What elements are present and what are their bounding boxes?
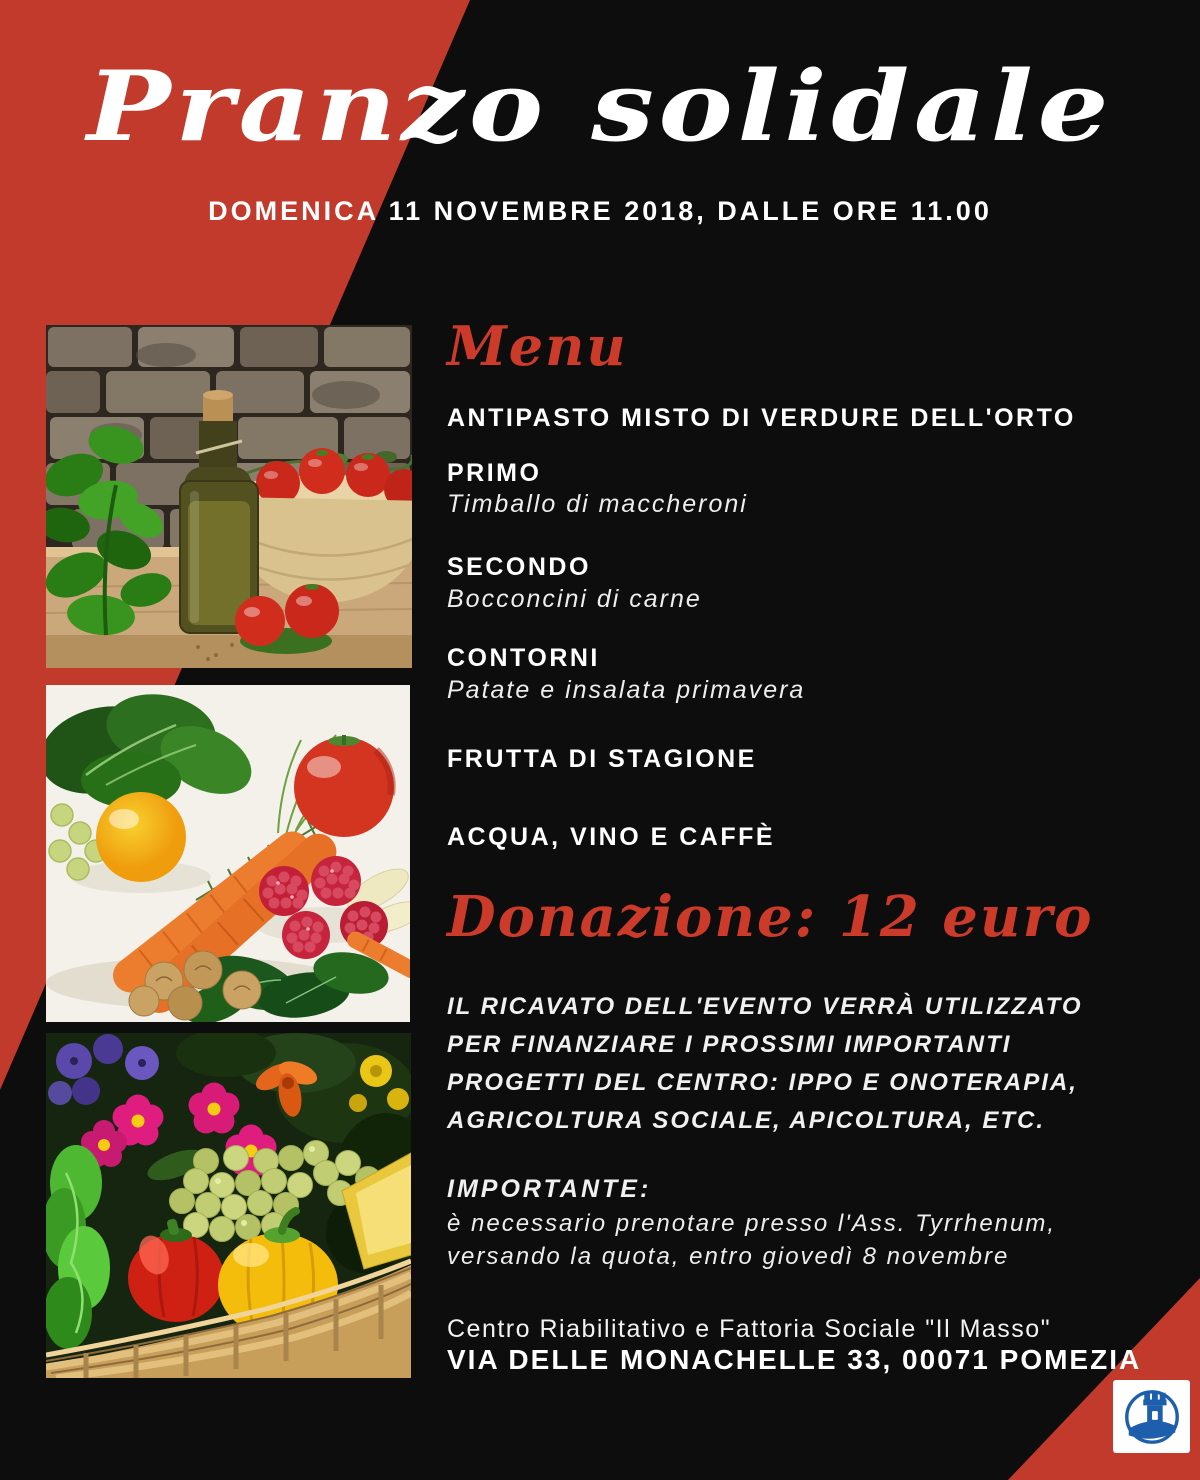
photo-flowers-grapes-peppers-basket: [46, 1033, 411, 1378]
course-dish-contorni: Patate e insalata primavera: [447, 676, 806, 704]
photo-carrots-raspberries-produce: [46, 685, 410, 1022]
important-label: IMPORTANTE:: [447, 1175, 652, 1203]
menu-heading: Menu: [447, 314, 628, 378]
course-dish-secondo: Bocconcini di carne: [447, 585, 702, 613]
course-label-contorni: CONTORNI: [447, 644, 600, 672]
olive-oil-photo-illustration: [46, 325, 412, 668]
donation-line: PROGETTI DEL CENTRO: IPPO E ONOTERAPIA,: [447, 1069, 1078, 1096]
menu-extra-bevande: ACQUA, VINO E CAFFÈ: [447, 823, 776, 851]
donation-line: AGRICOLTURA SOCIALE, APICOLTURA, ETC.: [447, 1107, 1045, 1134]
photo-olive-oil-basil-tomatoes: [46, 325, 412, 668]
event-datetime: DOMENICA 11 NOVEMBRE 2018, DALLE ORE 11.00: [208, 196, 992, 226]
menu-antipasto: ANTIPASTO MISTO DI VERDURE DELL'ORTO: [447, 404, 1076, 432]
venue-name: Centro Riabilitativo e Fattoria Sociale "Il Masso": [447, 1315, 1052, 1343]
fresh-produce-photo-illustration: [46, 685, 410, 1022]
donation-line: IL RICAVATO DELL'EVENTO VERRÀ UTILIZZATO: [447, 993, 1083, 1020]
course-dish-primo: Timballo di maccheroni: [447, 490, 748, 518]
donation-heading: Donazione: 12 euro: [447, 884, 1094, 950]
important-line: versando la quota, entro giovedì 8 novembre: [447, 1243, 1010, 1270]
important-line: è necessario prenotare presso l'Ass. Tyrrhenum,: [447, 1210, 1057, 1237]
castle-tower-icon: [1118, 1385, 1186, 1449]
menu-extra-frutta: FRUTTA DI STAGIONE: [447, 745, 757, 773]
event-title: Pranzo solidale: [86, 50, 1114, 163]
donation-description: [447, 988, 1083, 1140]
harvest-basket-photo-illustration: [46, 1033, 411, 1378]
important-note: [447, 1207, 1056, 1273]
course-label-secondo: SECONDO: [447, 553, 591, 581]
donation-line: PER FINANZIARE I PROSSIMI IMPORTANTI: [447, 1031, 1012, 1058]
tower-logo: [1113, 1380, 1190, 1453]
venue-address: VIA DELLE MONACHELLE 33, 00071 POMEZIA: [447, 1344, 1142, 1375]
yellow-tomato: [96, 792, 186, 882]
course-label-primo: PRIMO: [447, 459, 542, 487]
